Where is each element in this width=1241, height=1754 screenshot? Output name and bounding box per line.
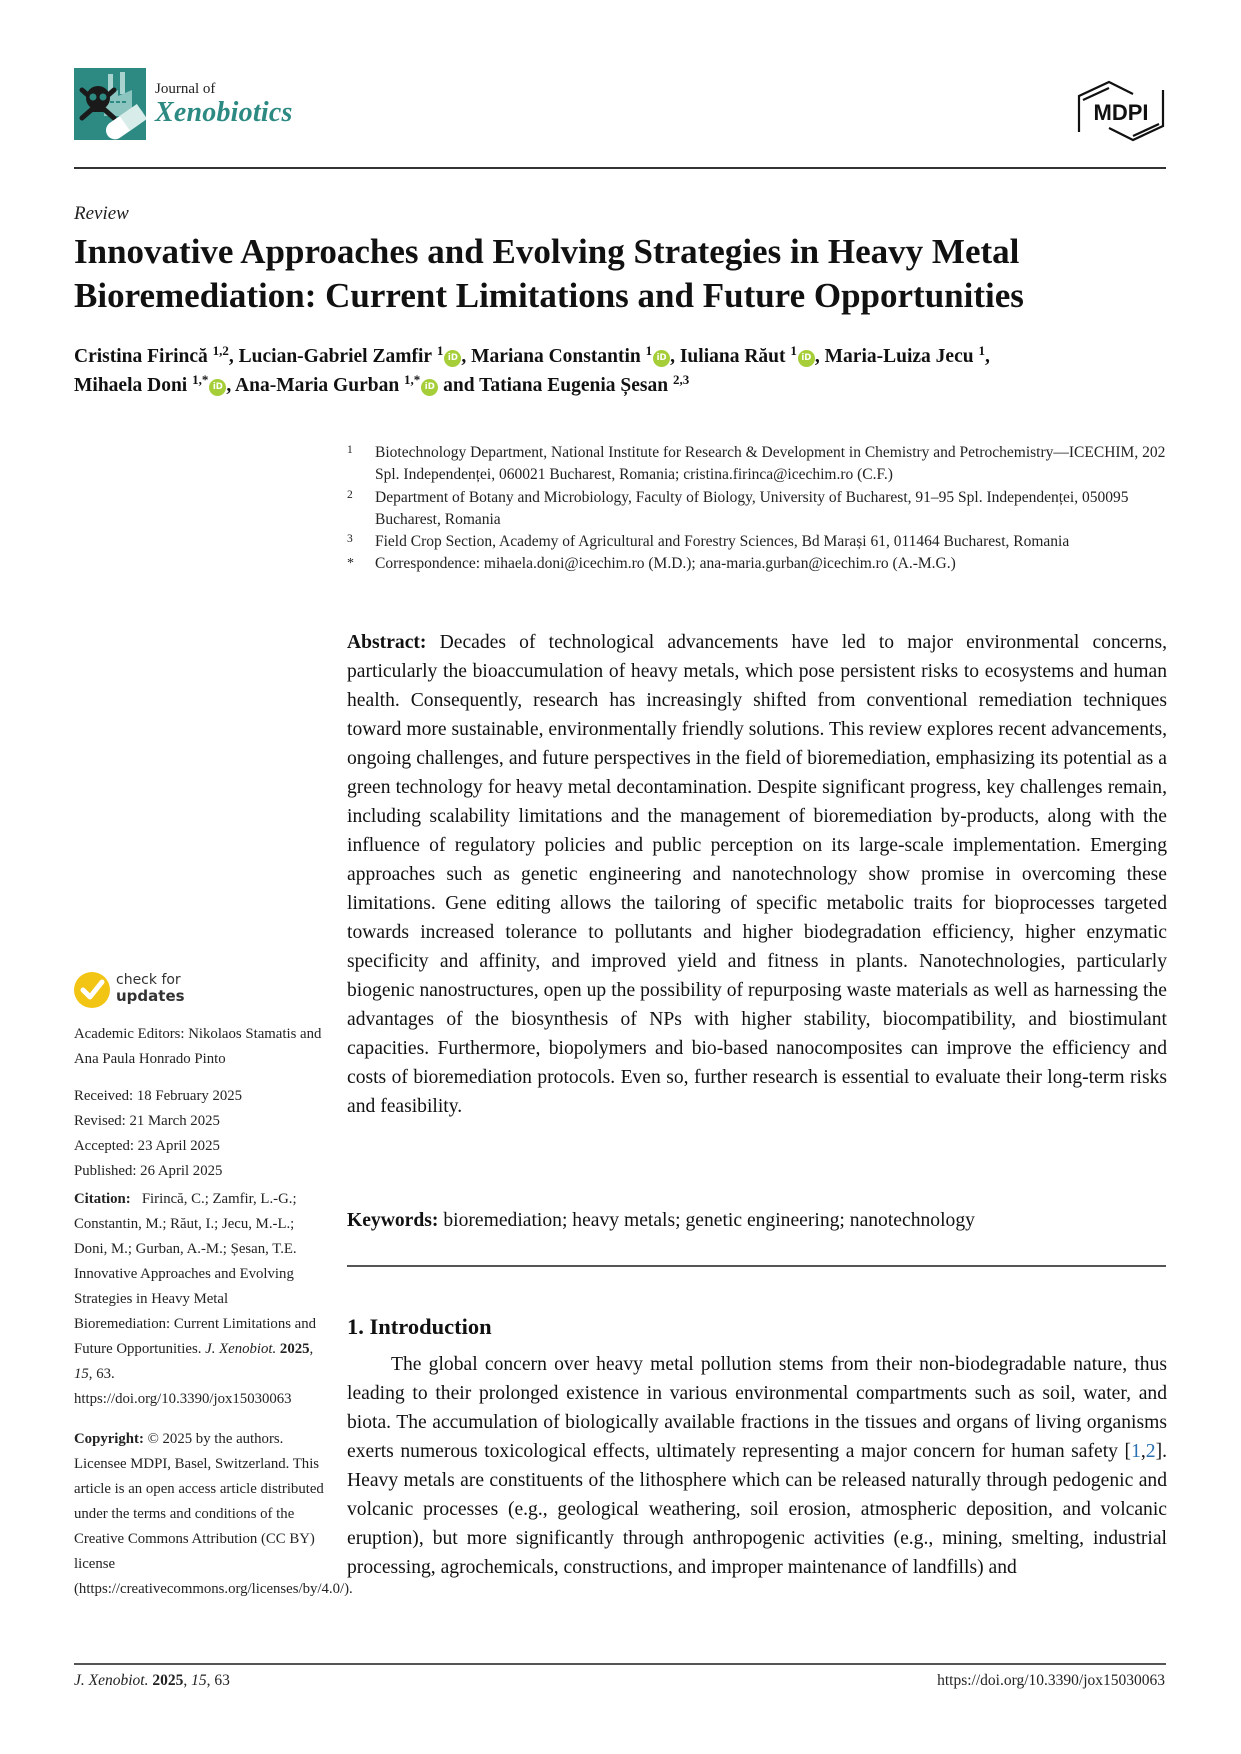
check-for-updates-button[interactable] <box>74 972 274 1012</box>
keywords-label: Keywords: <box>347 1210 439 1231</box>
publication-dates <box>74 1084 324 1184</box>
academic-editors: Academic Editors: Nikolaos Stamatis and Ana Paula Honrado Pinto <box>74 1026 322 1067</box>
accepted-date: Accepted: 23 April 2025 <box>74 1138 220 1154</box>
affiliation-text: Department of Botany and Microbiology, Faculty of Biology, University of Bucharest, 91–95 Spl. Independenței, 050095 Bucharest, Romania <box>375 488 1129 528</box>
copyright-block <box>74 1427 353 1602</box>
keywords <box>347 1206 1167 1235</box>
author-list <box>74 342 1174 400</box>
check-icon <box>74 972 110 1008</box>
keywords-text: bioremediation; heavy metals; genetic engineering; nanotechnology <box>443 1210 975 1231</box>
footer-doi-link[interactable]: https://doi.org/10.3390/jox15030063 <box>937 1672 1165 1689</box>
affiliation-text: Field Crop Section, Academy of Agricultural and Forestry Sciences, Bd Marași 61, 011464 Bucharest, Romania <box>375 533 1070 551</box>
author-name: Mihaela Doni <box>74 375 188 396</box>
author <box>235 372 480 396</box>
updates-label: updates <box>116 987 185 1005</box>
orcid-icon[interactable]: iD <box>209 379 226 396</box>
author-name: Mariana Constantin <box>471 346 641 367</box>
received-date: Received: 18 February 2025 <box>74 1088 243 1104</box>
copyright-text: © 2025 by the authors. Licensee MDPI, Basel, Switzerland. This article is an open access article distributed under the terms and conditions of the Creative Commons Attribution (CC BY) license (https://creativecommons.org/licenses/by/4.0/). <box>74 1431 353 1597</box>
footer-journal: J. Xenobiot. <box>74 1672 149 1689</box>
footer-page: 63 <box>214 1672 230 1689</box>
citation-doi[interactable]: , 63. https://doi.org/10.3390/jox15030063 <box>74 1366 292 1407</box>
correspondence-mark: * <box>347 556 354 572</box>
author-affiliation-mark: 1 <box>790 343 797 358</box>
citation-volume: 15 <box>74 1366 89 1382</box>
affiliation-2 <box>347 487 1167 532</box>
citation-block: Citation: Firincă, C.; Zamfir, L.-G.; Constantin, M.; Răut, I.; Jecu, M.-L.; Doni, M.; Gurban, A.-M.; Șesan, T.E. Innovative Approaches and Evolving Strategies in Heavy Metal Bioremediation: Current Limitations and Future Opportunities. J. Xenobiot. 2025, 15, 63. https://doi.org/10.3390/jox15030063 <box>74 1191 317 1407</box>
author-separator: , <box>226 375 236 396</box>
author-separator: , <box>814 346 825 367</box>
author-affiliation-mark: 1 <box>436 343 444 358</box>
mdpi-wordmark: MDPI <box>1093 100 1149 125</box>
copyright-label: Copyright: <box>74 1431 144 1447</box>
author-separator: , <box>984 346 990 367</box>
footer-year: 2025 <box>152 1672 184 1689</box>
citation-journal: J. Xenobiot. <box>205 1341 277 1357</box>
header-divider <box>74 167 1166 169</box>
author-affiliation-mark: 1,* <box>192 372 209 387</box>
author <box>74 372 236 396</box>
orcid-icon[interactable]: iD <box>421 379 438 396</box>
author-name: Maria-Luiza Jecu <box>824 346 974 367</box>
check-for-label: check for <box>116 972 181 988</box>
abstract-text: Decades of technological advancements have led to major environmental concerns, particularly the bioaccumulation of heavy metals, which pose persistent risks to ecosystems and human health. Consequently, research has increasingly shifted from conventional remediation techniques toward more sustainable, environmentally friendly solutions. This review explores recent advancements, ongoing challenges, and future perspectives in the field of bioremediation, emphasizing its potential as a green technology for heavy metal decontamination. Despite significant progress, key challenges remain, including scalability limitations and the management of bioremediation by-products, along with the influence of regulatory policies and public perception on its large-scale implementation. Emerging approaches such as genetic engineering and nanotechnology show promise in overcoming these limitations. Gene editing allows the tailoring of specific metabolic traits for bioprocesses targeted towards increased tolerance to pollutants and higher biodegradation efficiency, higher enzymatic specificity and affinity, and improved yield and fitness in plants. Nanotechnologies, particularly biogenic nanostructures, open up the possibility of repurposing waste materials as well as harnessing the advantages of the biosynthesis of NPs with higher stability, biocompatibility, and biostimulant capacities. Furthermore, biopolymers and bio-based nanocomposites can improve the efficiency and costs of bioremediation protocols. Even so, further research is essential to evaluate their long-term risks and feasibility. <box>347 632 1167 1117</box>
author-affiliation-mark: 1,* <box>404 372 421 387</box>
correspondence-text: Correspondence: mihaela.doni@icechim.ro (M.D.); ana-maria.gurban@icechim.ro (A.-M.G.) <box>375 555 956 573</box>
revised-date: Revised: 21 March 2025 <box>74 1113 220 1129</box>
author-separator: , <box>228 346 239 367</box>
footer-journal-ref: J. Xenobiot. 2025, 15, 63 <box>74 1672 230 1689</box>
intro-text-after: ]. Heavy metals are constituents of the lithosphere which can be released naturally through pedogenic and volcanic processes (e.g., geological weathering, soil erosion, atmospheric deposition, and volcanic eruption), but more significantly through anthropogenic activities (e.g., mining, smelting, industrial processing, agrochemicals, constructions, and improper maintenance of landfills) and <box>347 1441 1167 1578</box>
author-separator: and <box>438 375 480 396</box>
author-name: Lucian-Gabriel Zamfir <box>238 346 433 367</box>
citation-label: Citation: <box>74 1191 131 1207</box>
affiliation-mark: 3 <box>347 533 353 546</box>
cite-separator: , <box>1140 1441 1146 1462</box>
journal-name <box>155 80 293 128</box>
footer-divider <box>74 1663 1166 1665</box>
mdpi-logo <box>1075 80 1167 142</box>
affiliation-mark: 1 <box>347 444 353 456</box>
author <box>679 343 825 367</box>
affiliations <box>347 442 1167 576</box>
affiliation-3 <box>347 531 1167 553</box>
author <box>479 372 690 396</box>
author-affiliation-mark: 1,2 <box>212 343 229 358</box>
journal-of-label: Journal of <box>155 81 216 97</box>
abstract-divider <box>347 1265 1166 1267</box>
citation-text: Firincă, C.; Zamfir, L.-G.; Constantin, M.; Răut, I.; Jecu, M.-L.; Doni, M.; Gurban, A.-M.; Șesan, T.E. Innovative Approaches and Evolving Strategies in Heavy Metal Bioremediation: Current Limitations and Future Opportunities. <box>74 1191 317 1357</box>
affiliation-1 <box>347 442 1167 487</box>
author-name: Iuliana Răut <box>679 346 786 367</box>
footer-volume: 15 <box>191 1672 207 1689</box>
article-title: Innovative Approaches and Evolving Strategies in Heavy Metal Bioremediation: Current Limitations and Future Opportunities <box>74 232 1024 315</box>
article-type: Review <box>74 203 129 224</box>
introduction-paragraph <box>347 1350 1167 1582</box>
journal-title: Xenobiotics <box>155 97 293 128</box>
orcid-icon[interactable]: iD <box>444 350 461 367</box>
affiliation-mark: 2 <box>347 488 353 501</box>
intro-text-before: The global concern over heavy metal pollution stems from their non-biodegradable nature, thus leading to their prolonged existence in various environmental compartments such as soil, water, and biota. The accumulation of biologically available fractions in the tissues and organs of living organisms exerts numerous toxicological effects, ultimately representing a major concern for human safety [ <box>347 1354 1167 1462</box>
skull-factory-pill-icon <box>74 68 146 140</box>
author-name: Tatiana Eugenia Șesan <box>479 375 669 396</box>
citation-year: 2025 <box>279 1341 310 1357</box>
orcid-icon[interactable]: iD <box>653 350 670 367</box>
abstract <box>347 628 1167 1121</box>
orcid-icon[interactable]: iD <box>798 350 815 367</box>
check-for-updates-label <box>116 972 185 1004</box>
author-affiliation-mark: 1 <box>645 343 653 358</box>
author <box>824 343 990 367</box>
author-separator: , <box>670 346 680 367</box>
abstract-label: Abstract: <box>347 632 427 653</box>
author-separator: , <box>461 346 472 367</box>
author <box>238 343 472 367</box>
affiliation-text: Biotechnology Department, National Institute for Research & Development in Chemistry and Petrochemistry—ICECHIM, 202 Spl. Independenței, 060021 Bucharest, Romania; cristina.firinca@icechim.ro (C.F.) <box>375 444 1166 484</box>
author <box>74 343 239 367</box>
correspondence <box>347 553 1167 575</box>
citation-link-1[interactable]: 1 <box>1131 1441 1141 1462</box>
author-affiliation-mark: 2,3 <box>672 372 690 387</box>
citation-link-2[interactable]: 2 <box>1145 1441 1156 1462</box>
author-name: Ana-Maria Gurban <box>235 375 400 396</box>
author-name: Cristina Firincă <box>74 346 208 367</box>
published-date: Published: 26 April 2025 <box>74 1163 223 1179</box>
journal-logo <box>74 68 146 140</box>
mdpi-hexagon-icon <box>1075 80 1167 142</box>
author <box>471 343 680 367</box>
author-affiliation-mark: 1 <box>978 343 985 358</box>
section-heading-introduction: 1. Introduction <box>347 1314 492 1339</box>
